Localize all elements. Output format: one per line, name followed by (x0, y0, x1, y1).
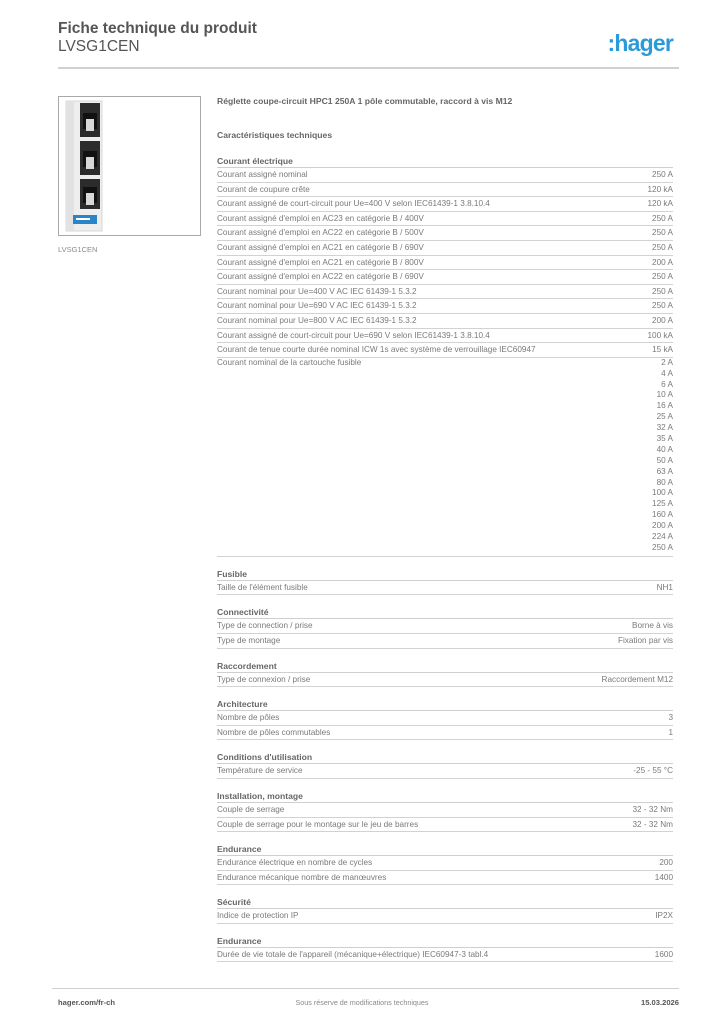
spec-value: Raccordement M12 (601, 674, 673, 684)
spec-row (217, 818, 673, 833)
spec-section (217, 698, 673, 740)
section-title: Connectivité (217, 606, 673, 619)
page-title: Fiche technique du produit (58, 20, 257, 37)
section-title: Architecture (217, 698, 673, 711)
spec-section (217, 606, 673, 648)
spec-row (217, 909, 673, 924)
spec-label: Courant assigné d'emploi en AC22 en catégorie B / 500V (217, 228, 424, 238)
product-code: LVSG1CEN (58, 38, 140, 55)
spec-row (217, 711, 673, 726)
spec-label: Courant nominal pour Ue=400 V AC IEC 61439-1 5.3.2 (217, 286, 417, 296)
spec-label: Courant assigné de court-circuit pour Ue=690 V selon IEC61439-1 3.8.10.4 (217, 330, 490, 340)
section-title: Endurance (217, 935, 673, 948)
section-title: Endurance (217, 843, 673, 856)
spec-value: 100 kA (647, 330, 673, 340)
spec-value: 32 - 32 Nm (632, 804, 673, 814)
spec-row (217, 241, 673, 256)
spec-row (217, 634, 673, 649)
header-divider (58, 67, 679, 69)
spec-value: 1400 (654, 872, 673, 882)
spec-label: Durée de vie totale de l'appareil (mécanique+électrique) IEC60947-3 tabl.4 (217, 949, 489, 959)
spec-label: Type de montage (217, 635, 281, 645)
spec-value: 16 A (656, 401, 673, 411)
spec-row-multi (217, 358, 673, 557)
spec-label: Couple de serrage (217, 804, 285, 814)
spec-value: Fixation par vis (617, 635, 673, 645)
spec-label: Type de connection / prise (217, 621, 313, 631)
spec-section (217, 896, 673, 924)
spec-row (217, 256, 673, 271)
spec-value: 200 (659, 858, 673, 868)
spec-section (217, 935, 673, 963)
spec-row (217, 764, 673, 779)
spec-label: Courant nominal de la cartouche fusible (217, 357, 362, 367)
spec-value: 250 A (652, 301, 673, 311)
specs-table (217, 155, 673, 962)
spec-value: 35 A (656, 433, 673, 443)
spec-value: 120 kA (647, 199, 673, 209)
spec-section (217, 751, 673, 779)
spec-value: 10 A (656, 390, 673, 400)
section-title: Sécurité (217, 896, 673, 909)
spec-value: 200 A (652, 315, 673, 325)
spec-value: 1600 (654, 949, 673, 959)
spec-label: Endurance électrique en nombre de cycles (217, 858, 373, 868)
spec-value: 40 A (656, 444, 673, 454)
spec-row (217, 619, 673, 634)
spec-value: 80 A (656, 477, 673, 487)
product-image (58, 96, 201, 236)
spec-value: 250 A (652, 286, 673, 296)
spec-value: 15 kA (652, 345, 673, 355)
spec-value: 224 A (652, 531, 673, 541)
spec-label: Courant de coupure crête (217, 184, 310, 194)
footer-disclaimer: Sous réserve de modifications techniques (295, 998, 429, 1007)
specs-heading: Caractéristiques techniques (217, 130, 333, 140)
footer-website-link[interactable]: hager.com/fr-ch (58, 998, 115, 1007)
spec-value: 63 A (656, 466, 673, 476)
page-header (58, 20, 679, 56)
spec-value: IP2X (655, 911, 673, 921)
spec-row (217, 197, 673, 212)
spec-row (217, 299, 673, 314)
section-title: Installation, montage (217, 790, 673, 803)
fuse-rail-product-icon (59, 97, 200, 235)
spec-value: 50 A (656, 455, 673, 465)
spec-row (217, 183, 673, 198)
spec-value: 32 A (656, 423, 673, 433)
spec-section (217, 568, 673, 596)
spec-value: 200 A (652, 521, 673, 531)
footer-divider (52, 988, 679, 989)
spec-value: 160 A (652, 510, 673, 520)
spec-row (217, 212, 673, 227)
spec-label: Température de service (217, 766, 303, 776)
spec-value: 120 kA (647, 184, 673, 194)
spec-row (217, 871, 673, 886)
spec-label: Courant assigné de court-circuit pour Ue=400 V selon IEC61439-1 3.8.10.4 (217, 199, 490, 209)
spec-value: 3 (668, 713, 673, 723)
spec-label: Couple de serrage pour le montage sur le jeu de barres (217, 819, 419, 829)
spec-section (217, 155, 673, 557)
spec-section (217, 843, 673, 885)
spec-row (217, 314, 673, 329)
spec-value: 6 A (661, 379, 673, 389)
spec-value: 4 A (661, 368, 673, 378)
spec-label: Type de connexion / prise (217, 674, 311, 684)
spec-label: Courant de tenue courte durée nominal ICW 1s avec système de verrouillage IEC60947 (217, 345, 536, 355)
spec-row (217, 581, 673, 596)
spec-value: -25 - 55 °C (633, 766, 673, 776)
spec-value: Borne à vis (632, 621, 673, 631)
spec-row (217, 329, 673, 344)
spec-value: 250 A (652, 242, 673, 252)
spec-value: 200 A (652, 257, 673, 267)
section-title: Raccordement (217, 660, 673, 673)
spec-label: Indice de protection IP (217, 911, 299, 921)
spec-row (217, 343, 673, 358)
spec-label: Endurance mécanique nombre de manœuvres (217, 872, 387, 882)
spec-row (217, 226, 673, 241)
image-caption: LVSG1CEN (58, 245, 98, 254)
spec-value: 250 A (652, 228, 673, 238)
spec-values-list (652, 358, 673, 554)
product-description: Réglette coupe-circuit HPC1 250A 1 pôle commutable, raccord à vis M12 (217, 96, 513, 106)
spec-value: 32 - 32 Nm (632, 819, 673, 829)
spec-section (217, 790, 673, 832)
spec-label: Courant nominal pour Ue=690 V AC IEC 61439-1 5.3.2 (217, 301, 417, 311)
spec-value: 125 A (652, 499, 673, 509)
spec-value: 250 A (652, 213, 673, 223)
spec-value: 100 A (652, 488, 673, 498)
spec-value: 250 A (652, 272, 673, 282)
spec-row (217, 726, 673, 741)
spec-label: Nombre de pôles (217, 713, 280, 723)
spec-value: 250 A (652, 542, 673, 552)
spec-row (217, 673, 673, 688)
spec-label: Courant assigné nominal (217, 170, 308, 179)
spec-section (217, 660, 673, 688)
spec-row (217, 803, 673, 818)
section-title: Courant électrique (217, 155, 673, 168)
spec-label: Courant assigné d'emploi en AC21 en catégorie B / 800V (217, 257, 424, 267)
spec-label: Courant assigné d'emploi en AC21 en catégorie B / 690V (217, 242, 424, 252)
spec-label: Courant assigné d'emploi en AC23 en catégorie B / 400V (217, 213, 424, 223)
spec-row (217, 856, 673, 871)
spec-row (217, 948, 673, 963)
spec-value: 1 (668, 727, 673, 737)
spec-label: Courant assigné d'emploi en AC22 en catégorie B / 690V (217, 272, 424, 282)
hager-logo: :hager (607, 30, 673, 56)
spec-value: 250 A (652, 170, 673, 179)
spec-label: Taille de l'élément fusible (217, 582, 308, 592)
spec-label: Courant nominal pour Ue=800 V AC IEC 61439-1 5.3.2 (217, 315, 417, 325)
spec-row (217, 270, 673, 285)
spec-row (217, 285, 673, 300)
spec-value: 2 A (661, 357, 673, 367)
spec-value: NH1 (656, 582, 673, 592)
section-title: Conditions d'utilisation (217, 751, 673, 764)
section-title: Fusible (217, 568, 673, 581)
spec-value: 25 A (656, 412, 673, 422)
footer-date: 15.03.2026 (640, 998, 679, 1007)
spec-label: Nombre de pôles commutables (217, 727, 331, 737)
spec-row (217, 168, 673, 183)
